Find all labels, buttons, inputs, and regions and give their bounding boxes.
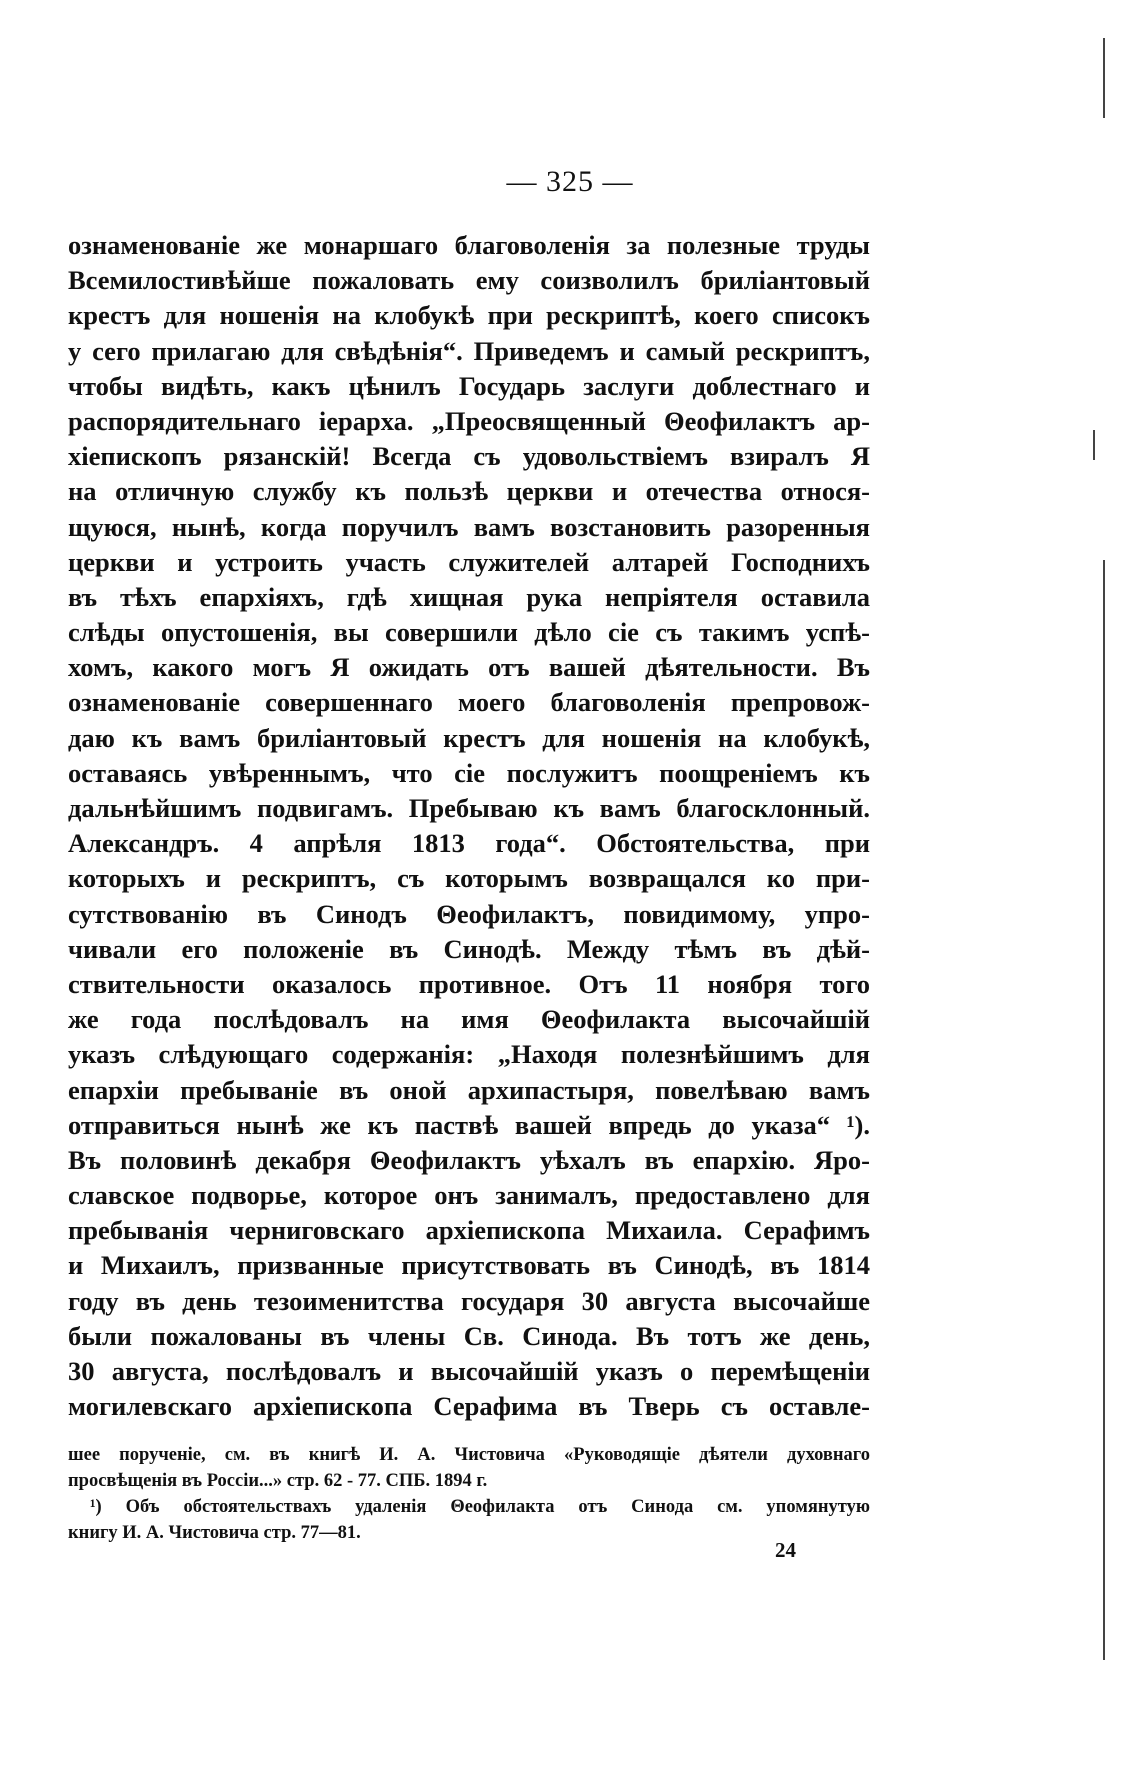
text-line: дальнѣйшимъ подвигамъ. Пребываю къ вамъ благосклонный.: [68, 793, 870, 823]
text-line: ознаменованіе же монаршаго благоволенія за полезные труды: [68, 230, 870, 260]
text-line: пребыванія черниговскаго архіепископа Михаила. Серафимъ: [68, 1215, 870, 1246]
text-line: же года послѣдовалъ на имя Θеофилакта высочайшій: [68, 1004, 870, 1035]
text-line: на отличную службу къ пользѣ церкви и отечества относя-: [68, 476, 870, 507]
text-line: славское подворье, которое онъ занималъ, предоставлено для: [68, 1180, 870, 1211]
text-line: распорядительнаго іерарха. „Преосвященный Θеофилактъ ар-: [68, 405, 870, 436]
text-line: церкви и устроить участь служителей алтарей Господнихъ: [68, 546, 870, 577]
text-line: отправиться нынѣ же къ паствѣ вашей впредь до указа“ ¹).: [68, 1109, 870, 1140]
text-line: Александръ. 4 апрѣля 1813 года“. Обстоятельства, при: [68, 828, 870, 859]
body-text: [68, 228, 870, 1424]
text-line: Всемилостивѣйше пожаловать ему соизволилъ бриліантовый: [68, 265, 870, 296]
scan-edge-mark: [1103, 560, 1105, 1660]
scan-edge-mark: [1103, 38, 1105, 118]
text-line: хіепископъ рязанскій! Всегда съ удовольствіемъ взиралъ Я: [68, 441, 870, 472]
text-line: епархіи пребываніе въ оной архипастыря, повелѣваю вамъ: [68, 1074, 870, 1105]
text-line: были пожалованы въ члены Св. Синода. Въ тотъ же день,: [68, 1320, 870, 1351]
text-line: чивали его положеніе въ Синодѣ. Между тѣмъ въ дѣй-: [68, 933, 870, 964]
text-line: крестъ для ношенія на клобукѣ при рескриптѣ, коего списокъ: [68, 300, 870, 331]
text-line: чтобы видѣть, какъ цѣнилъ Государь заслуги доблестнаго и: [68, 370, 870, 401]
text-line: въ тѣхъ епархіяхъ, гдѣ хищная рука непріятеля оставила: [68, 581, 870, 612]
text-line: у сего прилагаю для свѣдѣнія“. Приведемъ и самый рескриптъ,: [68, 335, 870, 366]
signature-mark: 24: [775, 1538, 796, 1562]
text-line: хомъ, какого могъ Я ожидать отъ вашей дѣятельности. Въ: [68, 652, 870, 683]
footnotes: [68, 1442, 870, 1546]
text-line: сутствованію въ Синодъ Θеофилактъ, повидимому, упро-: [68, 898, 870, 929]
scan-edge-mark: [1093, 430, 1095, 460]
footnote-line: шее порученіе, см. въ книгѣ И. А. Чистовича «Руководящіе дѣятели духовнаго: [68, 1445, 870, 1465]
text-line: году въ день тезоименитства государя 30 августа высочайше: [68, 1285, 870, 1316]
footnote-line: просвѣщенія въ Россіи...» стр. 62 - 77. СПБ. 1894 г.: [68, 1471, 488, 1491]
text-line: могилевскаго архіепископа Серафима въ Тверь съ оставле-: [68, 1391, 870, 1422]
footnote-line: ¹) Объ обстоятельствахъ удаленія Θеофилакта отъ Синода см. упомянутую: [90, 1497, 870, 1517]
text-line: щуюся, нынѣ, когда поручилъ вамъ возстановить разоренныя: [68, 511, 870, 542]
text-line: Въ половинѣ декабря Θеофилактъ уѣхалъ въ епархію. Яро-: [68, 1144, 870, 1175]
text-line: и Михаилъ, призванные присутствовать въ Синодѣ, въ 1814: [68, 1250, 870, 1281]
text-line: указъ слѣдующаго содержанія: „Находя полезнѣйшимъ для: [68, 1039, 870, 1070]
text-line: ствительности оказалось противное. Отъ 11 ноября того: [68, 968, 870, 999]
footnote-line: книгу И. А. Чистовича стр. 77—81.: [68, 1523, 361, 1543]
text-line: слѣды опустошенія, вы совершили дѣло сіе съ такимъ успѣ-: [68, 617, 870, 648]
text-line: которыхъ и рескриптъ, съ которымъ возвращался ко при-: [68, 863, 870, 894]
text-line: оставаясь увѣреннымъ, что сіе послужитъ поощреніемъ къ: [68, 757, 870, 788]
page-number: — 325 —: [506, 165, 634, 198]
text-line: даю къ вамъ бриліантовый крестъ для ношенія на клобукѣ,: [68, 722, 870, 753]
text-line: ознаменованіе совершеннаго моего благоволенія препровож-: [68, 687, 870, 718]
text-line: 30 августа, послѣдовалъ и высочайшій указъ о перемѣщеніи: [68, 1356, 870, 1386]
